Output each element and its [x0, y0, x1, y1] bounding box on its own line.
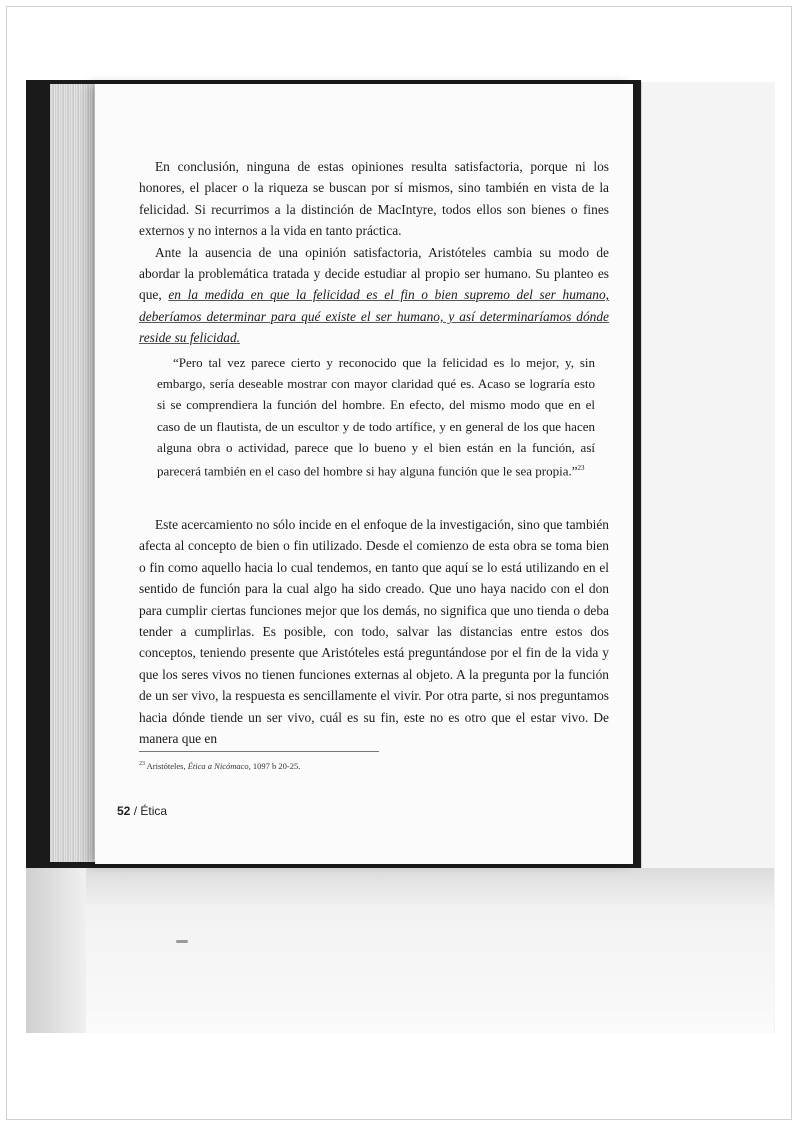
paragraph-approach: Este acercamiento no sólo incide en el enfoque de la investigación, sino que también afecta al concepto de bien o fin utilizado. Desde el comienzo de esta obra se toma bien o fin como aquello hacia lo cual tendemos, en tanto que aquí se lo está utilizando en el sentido de función para la cual algo ha sido creado. Que uno haya nacido con el don para cumplir ciertas funciones mejor que los demás, no significa que uno tienda o deba tender a cumplirlas. Es posible, con todo, salvar las distancias entre estos dos conceptos, teniendo presente que Aristóteles está preguntándose por el fin de la vida y que los seres vivos no tienen funciones externas al objeto. A la pregunta por la función de un ser vivo, la respuesta es sencillamente el vivir. Por otra parte, si nos preguntamos hacia dónde tiende un ser vivo, cuál es su fin, este no es otro que el estar vivo. De manera que en [139, 517, 609, 747]
footnote [139, 758, 539, 772]
running-title: Ética [140, 804, 168, 818]
footnote-work: Ética a Nicómaco, [187, 760, 251, 771]
main-text-bottom [139, 514, 609, 749]
footnote-author: Aristóteles, [146, 760, 186, 771]
footnote-number: 23 [139, 761, 145, 767]
footnote-rule [139, 751, 379, 752]
dust-speck [176, 940, 188, 943]
page-number: 52 [117, 804, 131, 818]
quote-body: “Pero tal vez parece cierto y reconocido que la felicidad es lo mejor, y, sin embargo, sería deseable mostrar con mayor claridad qué es. Acaso se lograría esto si se comprendiera la función del hombre. En efecto, del mismo modo que en el caso de un flautista, de un escultor y de todo artífice, y en general de los que hacen alguna obra o actividad, parece que lo bueno y el bien están en la función, así parecerá también en el caso del hombre si hay alguna función que le sea propia.” [157, 355, 595, 479]
footer-separator: / [133, 804, 138, 818]
paragraph-text: Ante la ausencia de una opinión satisfactoria, Aristóteles cambia su modo de abordar la problemática tratada y decide estudiar al propio ser humano. Su planteo es que, [139, 244, 609, 303]
paragraph-conclusion: En conclusión, ninguna de estas opiniones resulta satisfactoria, porque ni los honores, el placer o la riqueza se buscan por sí mismos, sino también en vista de la felicidad. Si recurrimos a la distinción de MacIntyre, todos ellos son bienes o fines externos y no internos a la vida en tanto práctica. [139, 159, 609, 239]
emphasized-thesis: en la medida en que la felicidad es el fin o bien supremo del ser humano, deberíamos determinar para qué existe el ser humano, y así determinaríamos dónde reside su felicidad. [139, 287, 609, 346]
paragraph-aristotle-approach [139, 242, 609, 349]
main-text-top [139, 156, 609, 349]
book-page [95, 84, 633, 864]
scanner-bed-shadow [26, 868, 86, 1033]
block-quote [157, 352, 595, 482]
footnote-location: 1097 b 20-25. [252, 760, 301, 771]
quote-text [157, 352, 595, 482]
scanner-bed [26, 868, 774, 1033]
quote-footnote-ref: 23 [577, 464, 585, 473]
page-footer [117, 804, 167, 818]
